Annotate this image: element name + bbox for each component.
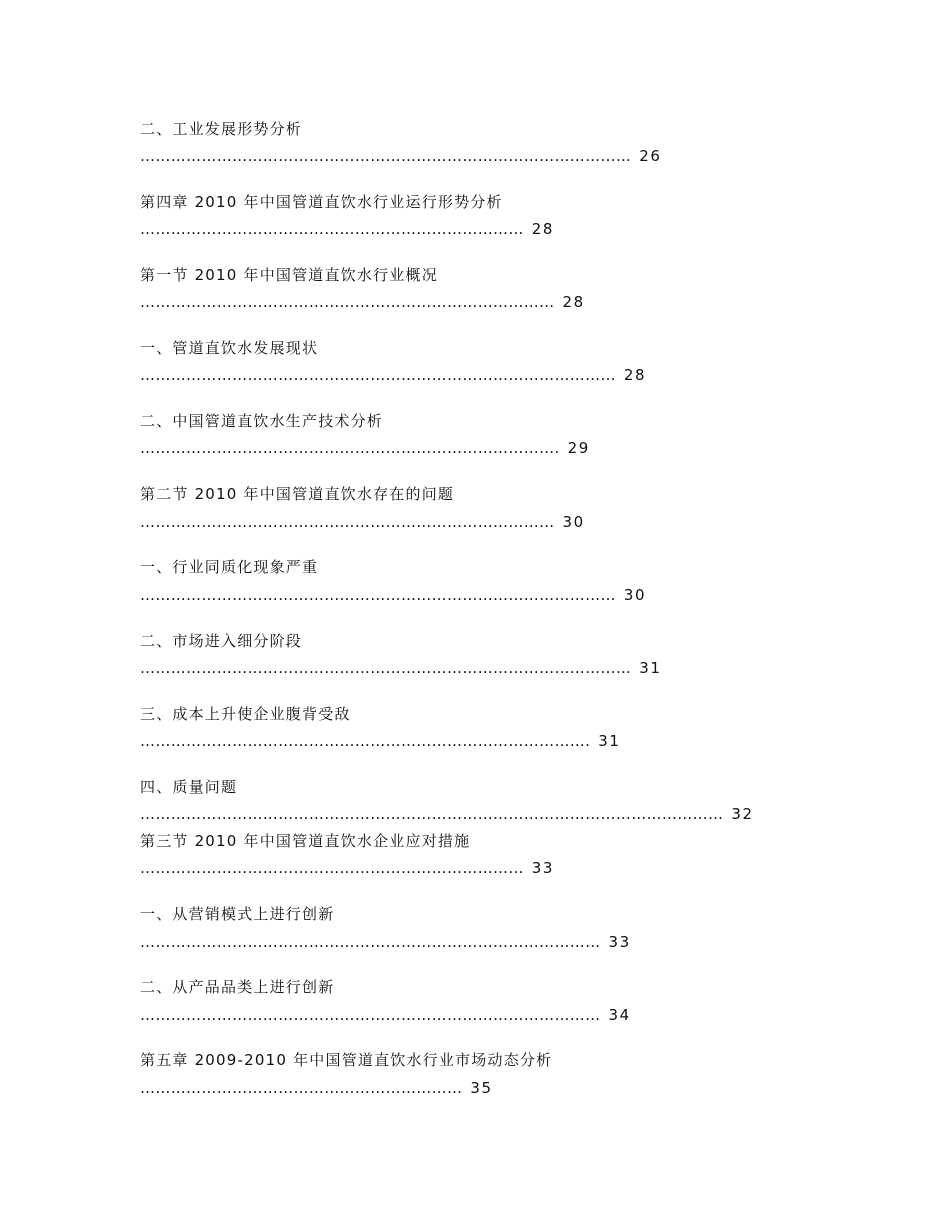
toc-entry-leader [140, 585, 646, 605]
toc-page-number[interactable]: 28 [623, 366, 647, 384]
toc-page-number[interactable]: 33 [531, 859, 555, 877]
toc-entry-title[interactable]: 四、质量问题 [140, 778, 238, 796]
toc-entry-leader [140, 365, 646, 385]
dot-leader: ………………………………………………………………………………… [140, 366, 616, 384]
toc-page-number[interactable]: 30 [623, 586, 647, 604]
toc-entry-title[interactable]: 二、工业发展形势分析 [140, 120, 303, 138]
toc-page-number[interactable]: 32 [731, 805, 754, 823]
dot-leader: ………………………………………………………………… [140, 220, 524, 238]
dot-leader: ……………………………………………………………………… [140, 293, 555, 311]
toc-entry-title[interactable]: 二、从产品品类上进行创新 [140, 978, 335, 996]
toc-entry-leader [140, 1005, 631, 1025]
dot-leader: …………………………………………………………………………………… [140, 659, 632, 677]
toc-entry-title[interactable]: 第三节 2010 年中国管道直饮水企业应对措施 [140, 832, 471, 850]
toc-page-number[interactable]: 33 [608, 933, 631, 951]
toc-entry-leader [140, 932, 631, 952]
dot-leader: ……………………………………………………………………… [140, 513, 555, 531]
toc-page-number[interactable]: 28 [531, 220, 555, 238]
toc-page-number[interactable]: 34 [608, 1006, 631, 1024]
dot-leader: ………………………………………………………………………………… [140, 586, 616, 604]
toc-entry-title[interactable]: 三、成本上升使企业腹背受敌 [140, 705, 351, 723]
toc-entry-title[interactable]: 一、从营销模式上进行创新 [140, 905, 335, 923]
dot-leader: …………………………………………………………………………………… [140, 147, 632, 165]
toc-entry-leader [140, 292, 585, 312]
dot-leader: ……………………………………………………………………………… [140, 1006, 601, 1024]
dot-leader: ……………………………………………………… [140, 1079, 463, 1097]
toc-entry-title[interactable]: 一、管道直饮水发展现状 [140, 339, 319, 357]
toc-entry-title[interactable]: 第五章 2009-2010 年中国管道直饮水行业市场动态分析 [140, 1051, 553, 1069]
toc-entry-leader [140, 1078, 493, 1098]
toc-entry-leader [140, 804, 754, 824]
toc-entry-title[interactable]: 一、行业同质化现象严重 [140, 558, 319, 576]
dot-leader: ……………………………………………………………………………. [140, 732, 591, 750]
dot-leader: ………………………………………………………………… [140, 859, 524, 877]
toc-entry-title[interactable]: 第四章 2010 年中国管道直饮水行业运行形势分析 [140, 193, 503, 211]
toc-page-number[interactable]: 30 [562, 513, 585, 531]
toc-entry-leader [140, 512, 585, 532]
dot-leader: …………………………………………………………………………………………………… [140, 805, 724, 823]
toc-entry-leader [140, 731, 621, 751]
toc-entry-leader [140, 658, 662, 678]
toc-entry-leader [140, 219, 554, 239]
toc-page-number[interactable]: 28 [562, 293, 585, 311]
toc-entry-leader [140, 858, 554, 878]
toc-entry-leader [140, 146, 662, 166]
toc-entry-title[interactable]: 二、中国管道直饮水生产技术分析 [140, 412, 384, 430]
toc-entry-title[interactable]: 第二节 2010 年中国管道直饮水存在的问题 [140, 485, 455, 503]
toc-page-number[interactable]: 31 [639, 659, 662, 677]
toc-page-number[interactable]: 35 [470, 1079, 493, 1097]
toc-entry-leader [140, 438, 590, 458]
toc-page-number[interactable]: 29 [567, 439, 590, 457]
toc-page-number[interactable]: 31 [598, 732, 621, 750]
toc-entry-title[interactable]: 二、市场进入细分阶段 [140, 632, 303, 650]
dot-leader: ………………………………………………………………………. [140, 439, 560, 457]
dot-leader: ……………………………………………………………………………… [140, 933, 601, 951]
toc-entry-title[interactable]: 第一节 2010 年中国管道直饮水行业概况 [140, 266, 438, 284]
toc-page-number[interactable]: 26 [639, 147, 662, 165]
